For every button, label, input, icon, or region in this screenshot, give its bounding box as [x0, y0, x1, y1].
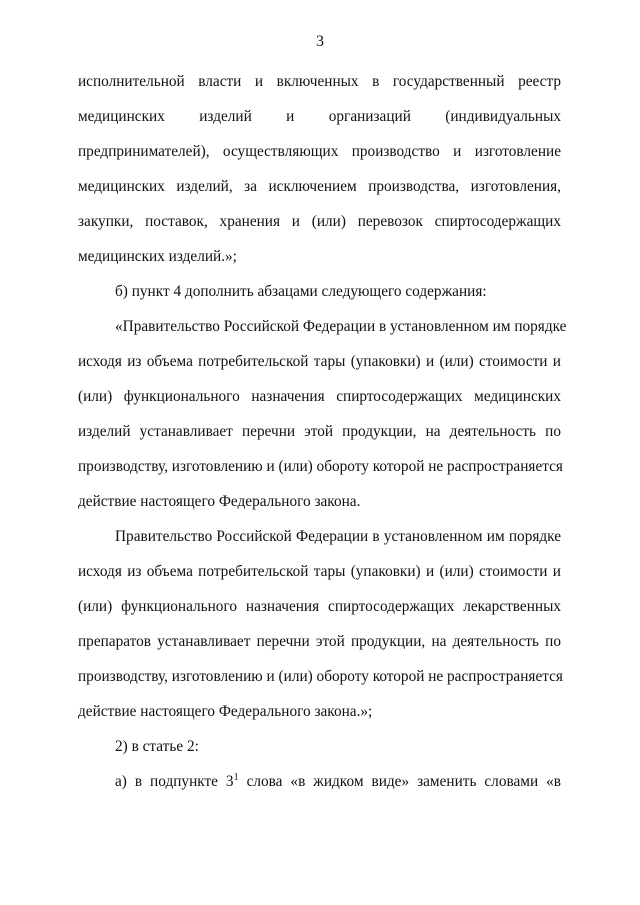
- text-line: исходя из объема потребительской тары (упаковки) и (или) стоимости и: [78, 353, 561, 370]
- text-line: закупки, поставок, хранения и (или) перевозок спиртосодержащих: [78, 213, 561, 230]
- text-line: [115, 772, 561, 792]
- text-line: исполнительной власти и включенных в государственный реестр: [78, 73, 561, 90]
- text-line: производству, изготовлению и (или) обороту которой не распространяется: [78, 668, 563, 685]
- text-line: медицинских изделий.»;: [78, 248, 237, 265]
- text-line: медицинских изделий и организаций (индивидуальных: [78, 108, 561, 125]
- text-line: медицинских изделий, за исключением производства, изготовления,: [78, 178, 561, 195]
- text-line: изделий устанавливает перечни этой продукции, на деятельность по: [78, 423, 561, 440]
- text-line: (или) функционального назначения спиртосодержащих медицинских: [78, 388, 561, 405]
- page-number: 3: [316, 33, 324, 50]
- text-line: (или) функционального назначения спиртосодержащих лекарственных: [78, 598, 561, 615]
- text-line: б) пункт 4 дополнить абзацами следующего содержания:: [115, 283, 487, 300]
- text-segment: а) в подпункте 3: [115, 773, 234, 790]
- text-line: «Правительство Российской Федерации в установленном им порядке: [115, 318, 567, 335]
- text-line: 2) в статье 2:: [115, 738, 199, 755]
- text-line: действие настоящего Федерального закона.»;: [78, 703, 373, 720]
- text-segment: слова «в жидком виде» заменить словами «в: [238, 773, 561, 790]
- text-line: препаратов устанавливает перечни этой продукции, на деятельность по: [78, 633, 561, 650]
- text-line: предпринимателей), осуществляющих производство и изготовление: [78, 143, 561, 160]
- text-line: производству, изготовлению и (или) обороту которой не распространяется: [78, 458, 563, 475]
- superscript: 1: [233, 772, 239, 783]
- text-line: действие настоящего Федерального закона.: [78, 493, 361, 510]
- text-line: Правительство Российской Федерации в установленном им порядке: [115, 528, 561, 545]
- text-line: исходя из объема потребительской тары (упаковки) и (или) стоимости и: [78, 563, 561, 580]
